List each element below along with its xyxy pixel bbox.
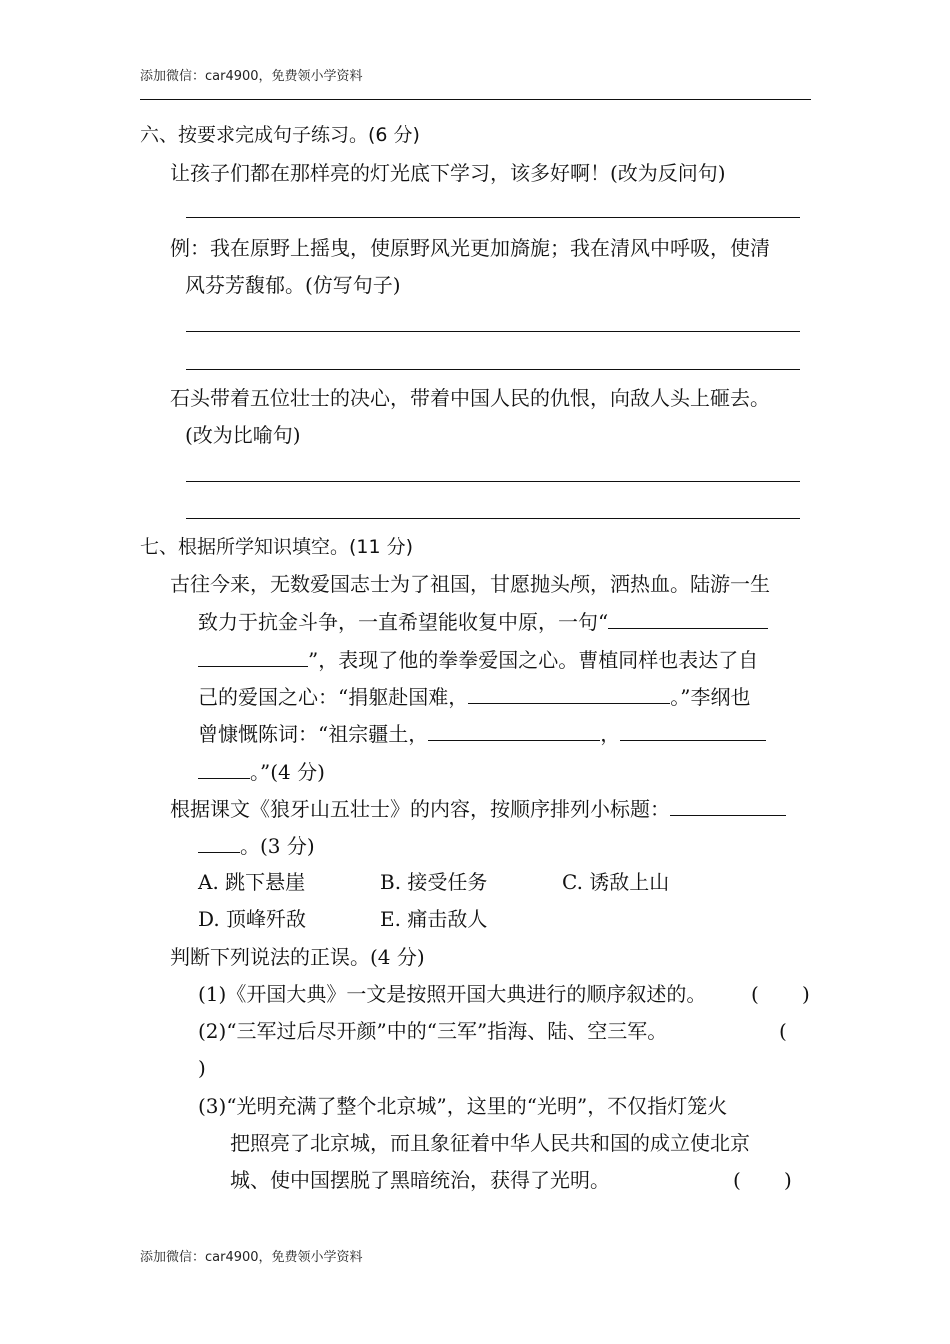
example-sentence-line-1: 例：我在原野上摇曳，使原野风光更加旖旎；我在清风中呼吸，使清 [170, 236, 770, 260]
fill-blank[interactable] [428, 720, 600, 741]
judgement-2: (2)“三军过后尽开颜”中的“三军”指海、陆、空三军。 [198, 1019, 668, 1043]
option-a: A. 跳下悬崖 [198, 870, 306, 894]
answer-line[interactable] [186, 331, 800, 332]
paragraph-1-line-3 [198, 646, 758, 673]
paragraph-text: ”，表现了他的拳拳爱国之心。曹植同样也表达了自 [308, 648, 759, 672]
paragraph-1-line-6 [198, 758, 325, 785]
answer-line[interactable] [186, 481, 800, 482]
answer-line[interactable] [186, 518, 800, 519]
answer-paren-close[interactable]: ) [802, 982, 810, 1006]
fill-blank[interactable] [608, 608, 768, 629]
judgement-title: 判断下列说法的正误。(4 分) [170, 945, 425, 969]
judgement-1: (1)《开国大典》一文是按照开国大典进行的顺序叙述的。 [198, 982, 707, 1006]
answer-line[interactable] [186, 217, 800, 218]
section-6-title: 六、按要求完成句子练习。(6 分) [140, 124, 420, 146]
answer-paren-close[interactable]: ) [198, 1056, 206, 1080]
section-7-title: 七、根据所学知识填空。(11 分) [140, 536, 414, 558]
page-header: 添加微信：car4900，免费领小学资料 [140, 69, 363, 84]
option-d: D. 顶峰歼敌 [198, 907, 307, 931]
paragraph-text: 致力于抗金斗争，一直希望能收复中原，一句“ [198, 610, 609, 634]
option-b: B. 接受任务 [380, 870, 488, 894]
option-e: E. 痛击敌人 [380, 907, 488, 931]
fill-blank[interactable] [198, 646, 308, 667]
header-divider [140, 99, 811, 100]
paragraph-text: 曾慷慨陈词：“祖宗疆土， [198, 722, 429, 746]
paragraph-1-line-4 [198, 683, 750, 710]
paragraph-1-line-2 [198, 608, 768, 635]
example-sentence-line-2: 风芬芳馥郁。(仿写句子) [185, 273, 401, 297]
paragraph-text: 。(3 分) [240, 834, 315, 858]
fill-blank[interactable] [198, 832, 240, 853]
question-rhetorical: 让孩子们都在那样亮的灯光底下学习，该多好啊！(改为反问句) [170, 161, 726, 185]
paragraph-text: 。”(4 分) [250, 760, 325, 784]
fill-blank[interactable] [670, 795, 786, 816]
fill-blank[interactable] [198, 758, 250, 779]
paragraph-1-line-1: 古往今来，无数爱国志士为了祖国，甘愿抛头颅，洒热血。陆游一生 [170, 572, 770, 596]
metaphor-question-line-1: 石头带着五位壮士的决心，带着中国人民的仇恨，向敌人头上砸去。 [170, 386, 770, 410]
judgement-3-line-2: 把照亮了北京城，而且象征着中华人民共和国的成立使北京 [230, 1131, 750, 1155]
answer-line[interactable] [186, 369, 800, 370]
answer-paren-open[interactable]: ( [779, 1019, 787, 1043]
page-footer: 添加微信：car4900，免费领小学资料 [140, 1250, 363, 1265]
paragraph-text: ， [600, 722, 621, 746]
metaphor-question-line-2: (改为比喻句) [185, 423, 301, 447]
judgement-3-line-3: 城、使中国摆脱了黑暗统治，获得了光明。 [230, 1168, 610, 1192]
fill-blank[interactable] [620, 720, 766, 741]
paragraph-2-line-1 [170, 795, 786, 822]
paragraph-1-line-5 [198, 720, 766, 747]
judgement-3-line-1: (3)“光明充满了整个北京城”，这里的“光明”，不仅指灯笼火 [198, 1094, 728, 1118]
paragraph-text: 己的爱国之心：“捐躯赴国难， [198, 685, 469, 709]
paragraph-text: 根据课文《狼牙山五壮士》的内容，按顺序排列小标题： [170, 797, 670, 821]
answer-paren-close[interactable]: ) [784, 1168, 792, 1192]
answer-paren-open[interactable]: ( [733, 1168, 741, 1192]
option-c: C. 诱敌上山 [562, 870, 670, 894]
answer-paren-open[interactable]: ( [751, 982, 759, 1006]
paragraph-text: 。”李纲也 [670, 685, 751, 709]
fill-blank[interactable] [468, 683, 670, 704]
paragraph-2-line-2 [198, 832, 315, 859]
